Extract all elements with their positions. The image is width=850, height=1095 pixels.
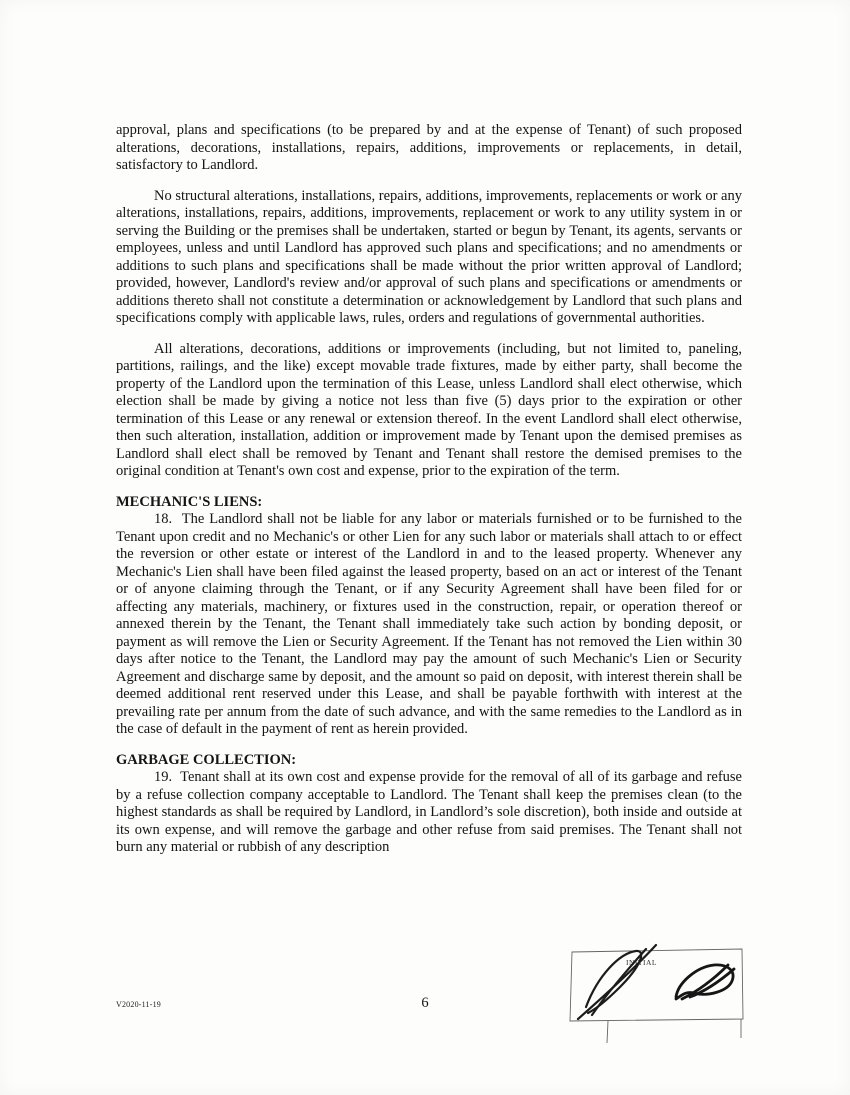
- heading-garbage-collection: GARBAGE COLLECTION:: [116, 751, 297, 768]
- page-number: 6: [421, 995, 429, 1011]
- paragraph-garbage-collection: 19. Tenant shall at its own cost and expense provide for the removal of all of its garbage and refuse by a refuse collection company acceptable to Landlord. The Tenant shall keep the premises clean (to the highest standards as shall be required by Landlord, in Landlord’s sole discretion), both inside and outside at its own expense, and will remove the garbage and other refuse from said premises. The Tenant shall not burn any material or rubbish of any description: [116, 769, 742, 855]
- initials-signature: [558, 935, 758, 1055]
- paragraph-mechanics-liens: 18. The Landlord shall not be liable for any labor or materials furnished or to be furnished to the Tenant upon credit and no Mechanic's or other Lien for any such labor or materials shall attach to or effect the reversion or other estate or interest of the Landlord in and to the leased property. Whenever any Mechanic's Lien shall have been filed against the leased property, based on an act or interest of the Tenant or of anyone claiming through the Tenant, or if any Security Agreement shall have been filed for or affecting any materials, machinery, or fixtures used in the construction, repair, or operation thereof or annexed therein by the Tenant, the Tenant shall immediately take such action by bonding deposit, or payment as will remove the Lien or Security Agreement. If the Tenant has not removed the Lien within 30 days after notice to the Tenant, the Landlord may pay the amount of such Mechanic's Lien or Security Agreement and discharge same by deposit, and the amount so paid on deposit, with interest therein shall be deemed additional rent reserved under this Lease, and shall be payable forthwith with interest at the prevailing rate per annum from the date of such advance, and with the same remedies to the Landlord as in the case of default in the payment of rent as herein provided.: [116, 511, 742, 737]
- paragraph-structural-alterations: No structural alterations, installations, repairs, additions, improvements, replacements or work or any alterations, installations, repairs, additions, improvements, replacement or work to any utility system in or serving the Building or the premises shall be undertaken, started or begun by Tenant, its agents, servants or employees, unless and until Landlord has approved such plans and specifications; and no amendments or additions to such plans and specifications shall be made without the prior written approval of Landlord; provided, however, Landlord's review and/or approval of such plans and specifications or amendments or additions thereto shall not constitute a determination or acknowledgement by Landlord that such plans and specifications comply with applicable laws, rules, orders and regulations of governmental authorities.: [116, 187, 742, 326]
- paragraph-approval-continuation: approval, plans and specifications (to be prepared by and at the expense of Tenant) of such proposed alterations, decorations, installations, repairs, additions, improvements or replacements, in detail, satisfactory to Landlord.: [116, 122, 742, 173]
- document-body: [116, 122, 742, 870]
- handwritten-initials-right: [676, 965, 734, 999]
- heading-mechanics-liens: MECHANIC'S LIENS:: [116, 493, 263, 510]
- footer-version-code: V2020-11-19: [116, 1000, 162, 1009]
- handwritten-initials-left: [578, 945, 656, 1019]
- initial-signature-block: [558, 935, 758, 1055]
- initial-box-label: INITIAL: [626, 958, 657, 967]
- paragraph-alterations-property: All alterations, decorations, additions or improvements (including, but not limited to, paneling, partitions, railings, and the like) except movable trade fixtures, made by either party, shall become the property of the Landlord upon the termination of this Lease, unless Landlord shall elect otherwise, which election shall be made by giving a notice not less than five (5) days prior to the expiration or other termination of this Lease or any renewal or extension thereof. In the event Landlord shall elect otherwise, then such alteration, installation, addition or improvement made by Tenant upon the demised premises as Landlord shall elect shall be removed by Tenant and Tenant shall restore the demised premises to the original condition at Tenant's own cost and expense, prior to the expiration of the term.: [116, 340, 742, 479]
- initial-box-tick-left: [607, 1021, 608, 1043]
